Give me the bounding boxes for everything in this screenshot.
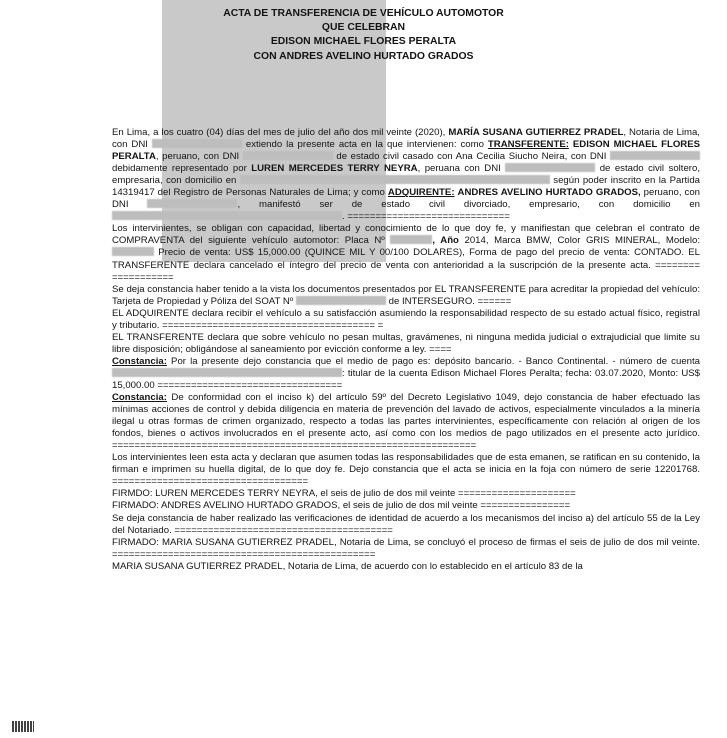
ratification-paragraph: Los intervinientes leen esta acta y declaran que asumen todas las responsabilidades que de esta emanen, se ratifican en su contenido, la firman e imprimen su huella digital, de lo que doy fe. Dejo constancia que el acta se inicia en la foja con número de serie 12201768. =================================== (112, 452, 700, 488)
intro-text: En Lima, a los cuatro (04) días del mes de julio del año dos mil veinte (2020), (112, 127, 446, 138)
title-line-1: ACTA DE TRANSFERENCIA DE VEHÍCULO AUTOMOTOR (223, 8, 504, 19)
transferente-label: TRANSFERENTE: (487, 139, 569, 151)
redacted-plate (390, 235, 432, 244)
intro-text: , peruana con DNI (417, 163, 501, 175)
paragraph-text: Por la presente dejo constancia que el medio de pago es: depósito bancario. - Banco Continental. - número de cuenta (171, 355, 700, 367)
paragraph-text: de INTERSEGURO. ====== (388, 295, 512, 307)
paragraph-text: 2014, Marca BMW, Color GRIS MINERAL, Modelo: (464, 235, 700, 247)
intro-paragraph (112, 127, 700, 223)
paragraph-text: Precio de venta: US$ 15,000.00 (QUINCE MIL Y 00/100 DOLARES), Forma de pago del precio de venta: CONTADO. EL TRANSFERENTE declara cancelado el íntegro del precio de venta con anterioridad a la suscripción de la presente acta. ======== =========== (112, 247, 700, 283)
compliance-paragraph (112, 392, 700, 452)
intro-text: de estado civil casado con Ana Cecilia Siucho Neira, con DNI (336, 151, 607, 163)
intro-text: , manifestó ser de estado civil divorciado, empresario, con domicilio en (237, 199, 700, 211)
transferor-paragraph: EL TRANSFERENTE declara que sobre vehículo no pesan multas, gravámenes, ni ninguna medida judicial o extrajudicial que limite su libre disposición; obligándose al saneamiento por evicción conforme a ley. ==== (112, 331, 700, 355)
redacted-dni (147, 199, 237, 208)
vehicle-paragraph (112, 223, 700, 283)
documents-paragraph (112, 284, 700, 308)
paragraph-text: De conformidad con el inciso k) del artículo 59º del Decreto Legislativo 1049, dejo constancia de haber efectuado las mínimas acciones de control y debida diligencia en materia de prevención del lavado de activos, especialmente vinculados a la minería ilegal u otras formas de crimen organizado, respecto a todas las partes intervinientes, específicamente con relación al origen de los fondos, bienes o activos involucrados en el presente acto, así como con los medios de pago utilizados en el presente acto jurídico. ================================================================= (112, 392, 700, 452)
redacted-dni (243, 151, 333, 160)
acquirer-paragraph: EL ADQUIRENTE declara recibir el vehículo a su satisfacción asumiendo la responsabilidad respecto de su estado actual físico, registral y tributario. ====================================== = (112, 307, 700, 331)
intro-text: peruano, con DNI (112, 187, 701, 211)
intro-text: de estado civil soltero, empresaria, con domicilio en (112, 163, 700, 187)
paragraph-text: Los intervinientes, se obligan con capacidad, libertad y conocimiento de lo que doy fe, y manifiestan que celebran el contrato de COMPRAVENTA del siguiente vehículo automotor: Placa Nº (112, 223, 700, 247)
signature-line-3: FIRMADO: MARIA SUSANA GUTIERREZ PRADEL, Notaria de Lima, se concluyó el proceso de firmas el seis de julio de dos mil veinte. =============================================== (112, 536, 700, 560)
signature-line-1: FIRMDO: LUREN MERCEDES TERRY NEYRA, el seis de julio de dos mil veinte ===================== (112, 488, 576, 500)
redacted-address (112, 211, 342, 220)
redacted-soat (296, 296, 386, 305)
adquirente-name: ANDRES AVELINO HURTADO GRADOS, (457, 187, 641, 199)
intro-text: , peruano, con DNI (155, 151, 240, 163)
constancia-label: Constancia: (112, 392, 167, 404)
intro-text: , Notaria de Lima, con DNI (112, 127, 700, 151)
intro-text: extiendo la presente acta en la que intervienen: como (245, 139, 484, 151)
title-line-2: QUE CELEBRAN (321, 22, 406, 34)
redacted-address (240, 175, 550, 184)
payment-paragraph (112, 356, 700, 392)
transferente-name: EDISON MICHAEL FLORES PERALTA (112, 139, 701, 163)
title-line-4: CON ANDRES AVELINO HURTADO GRADOS (253, 50, 474, 62)
document-body (112, 127, 700, 573)
redacted-dni (152, 139, 242, 148)
barcode-icon (12, 721, 34, 732)
redacted-model (112, 247, 154, 256)
year-label: , Año (432, 235, 459, 247)
adquirente-label: ADQUIRENTE: (387, 187, 455, 199)
paragraph-text: Se deja constancia haber tenido a la vista los documentos presentados por EL TRANSFERENTE para acreditar la propiedad del vehículo: Tarjeta de Propiedad y Póliza del SOAT Nº (112, 283, 700, 307)
redacted-dni (610, 151, 700, 160)
paragraph-text: : titular de la cuenta Edison Michael Flores Peralta; fecha: 03.07.2020, Monto: US$ 15,000.00 ================================= (112, 367, 700, 391)
signature-line-2: FIRMADO: ANDRES AVELINO HURTADO GRADOS, el seis de julio de dos mil veinte ================ (112, 500, 571, 512)
redacted-dni (505, 163, 595, 172)
title-line-3: EDISON MICHAEL FLORES PERALTA (270, 36, 457, 48)
closing-paragraph: MARIA SUSANA GUTIERREZ PRADEL, Notaria de Lima, de acuerdo con lo establecido en el artículo 83 de la (112, 560, 583, 572)
constancia-label: Constancia: (112, 355, 167, 367)
representative-name: LUREN MERCEDES TERRY NEYRA (251, 163, 418, 175)
document-title (0, 7, 727, 64)
intro-text: . ============================= (342, 211, 510, 223)
identity-paragraph: Se deja constancia de haber realizado las verificaciones de identidad de acuerdo a los mecanismos del inciso a) del artículo 55 de la Ley del Notariado. ======================================= (112, 512, 700, 536)
intro-text: según poder inscrito en la Partida 14319417 del Registro de Personas Naturales de Lima; y como (112, 175, 700, 199)
intro-text: debidamente representado por (112, 163, 247, 175)
redacted-account (112, 368, 342, 377)
notary-name: MARÍA SUSANA GUTIERREZ PRADEL (448, 127, 624, 138)
